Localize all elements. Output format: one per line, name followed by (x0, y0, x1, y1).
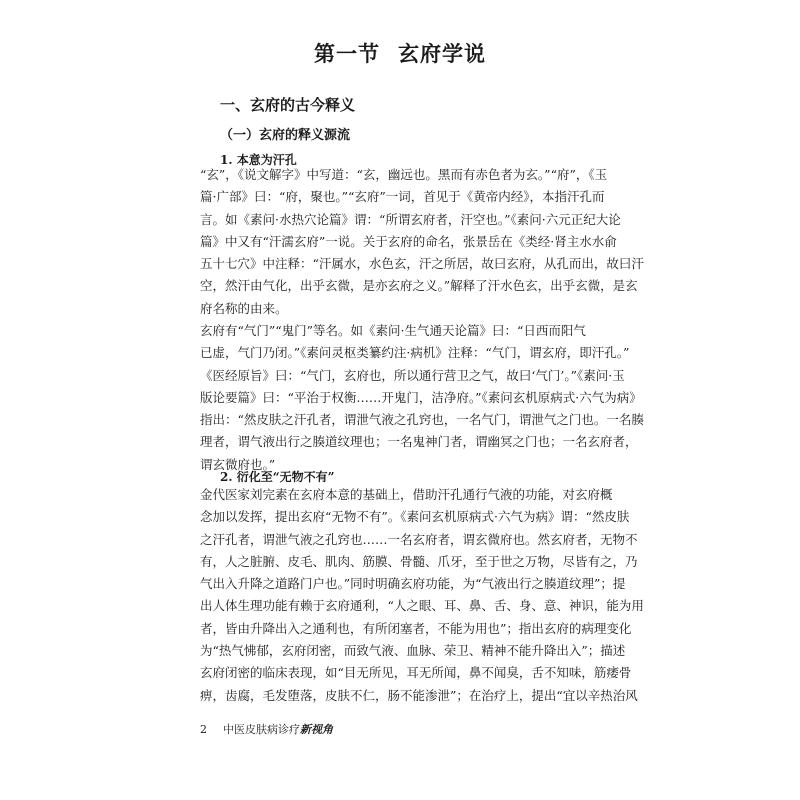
text-line: 之汗孔者，谓泄气液之孔窍也……一名玄府者，谓玄微府也。然玄府者，无物不 (200, 531, 638, 547)
text-line: 言。如《素问·水热穴论篇》谓：“所谓玄府者，汗空也。”《素问·六元正纪大论 (200, 211, 621, 227)
text-line: 谓玄微府也。” (200, 456, 276, 472)
text-line: 为“热气怫郁，玄府闭密，而致气液、血脉、荣卫、精神不能升降出入”；描述 (200, 643, 626, 659)
text-line: 《医经原旨》曰：“气门，玄府也，所以通行营卫之气，故曰‘气门’。”《素问·玉 (200, 367, 625, 383)
subheading-extension: 2. 衍化至“无物不有” (220, 470, 335, 484)
text-line: 理者，谓气液出行之腠道纹理也；一名鬼神门者，谓幽冥之门也；一名玄府者， (200, 434, 638, 450)
paragraph-original-meaning (200, 164, 644, 320)
text-line: 已虚，气门乃闭。”《素问灵枢类纂约注·病机》注释：“气门，谓玄府，即汗孔。” (200, 345, 630, 361)
text-line: 府名称的由来。 (200, 300, 288, 316)
section-name: 玄府学说 (398, 41, 486, 66)
text-line: 念加以发挥，提出玄府“无物不有”。《素问玄机原病式·六气为病》谓：“然皮肤 (200, 509, 630, 525)
text-line: 痹，齿腐，毛发堕落，皮肤不仁，肠不能渗泄”；在治疗上，提出“宜以辛热治风 (200, 687, 638, 703)
section-number: 第一节 (314, 41, 380, 66)
book-title-emphasis: 新视角 (300, 723, 333, 736)
text-line: 空，然汗由气化，出乎玄微，是亦玄府之义。”解释了汗水色玄，出乎玄微，是玄 (200, 278, 638, 294)
text-line: 篇·广部》曰：“府，聚也。”“玄府”一词，首见于《黄帝内经》，本指汗孔而 (200, 189, 605, 205)
text-line: 玄府有“气门”“鬼门”等名。如《素问·生气通天论篇》曰：“日西而阳气 (200, 323, 586, 338)
text-line: “玄”，《说文解字》中写道：“玄，幽远也。黑而有赤色者为玄。”“府”，《玉 (200, 167, 608, 182)
text-line: 有，人之脏腑、皮毛、肌肉、筋膜、骨髓、爪牙，至于世之万物，尽皆有之，乃 (200, 553, 638, 569)
text-line: 指出：“然皮肤之汗孔者，谓泄气液之孔窍也，一名气门，谓泄气之门也。一名腠 (200, 412, 644, 428)
text-line: 五十七穴》中注释：“汗属水，水色玄，汗之所居，故曰玄府，从孔而出，故曰汗 (200, 256, 644, 272)
text-line: 金代医家刘完素在玄府本意的基础上，借助汗孔通行气液的功能，对玄府概 (200, 487, 613, 502)
page-footer (200, 721, 333, 737)
heading-level-1: 一、玄府的古今释义 (220, 96, 356, 114)
section-title (0, 38, 800, 68)
paragraph-extension (200, 484, 644, 707)
text-line: 篇》中又有“汗濡玄府”一说。关于玄府的命名，张景岳在《类经·肾主水水俞 (200, 233, 617, 249)
paragraph-other-names (200, 320, 644, 476)
text-line: 者，皆由升降出入之通利也，有所闭塞者，不能为用也”；指出玄府的病理变化 (200, 620, 632, 636)
page-number: 2 (200, 723, 207, 736)
text-line: 气出入升降之道路门户也。”同时明确玄府功能，为“气液出行之腠道纹理”；提 (200, 576, 626, 592)
book-title: 中医皮肤病诊疗 (223, 723, 300, 736)
text-line: 版论要篇》曰：“平治于权衡……开鬼门，洁净府。”《素问玄机原病式·六气为病》 (200, 389, 642, 405)
subheading-original-meaning: 1. 本意为汗孔 (220, 153, 297, 167)
text-line: 出人体生理功能有赖于玄府通利，“人之眼、耳、鼻、舌、身、意、神识，能为用 (200, 598, 644, 614)
heading-level-2: （一）玄府的释义源流 (220, 128, 351, 143)
text-line: 玄府闭密的临床表现，如“目无所见，耳无所闻，鼻不闻臭，舌不知味，筋痿骨 (200, 665, 632, 681)
